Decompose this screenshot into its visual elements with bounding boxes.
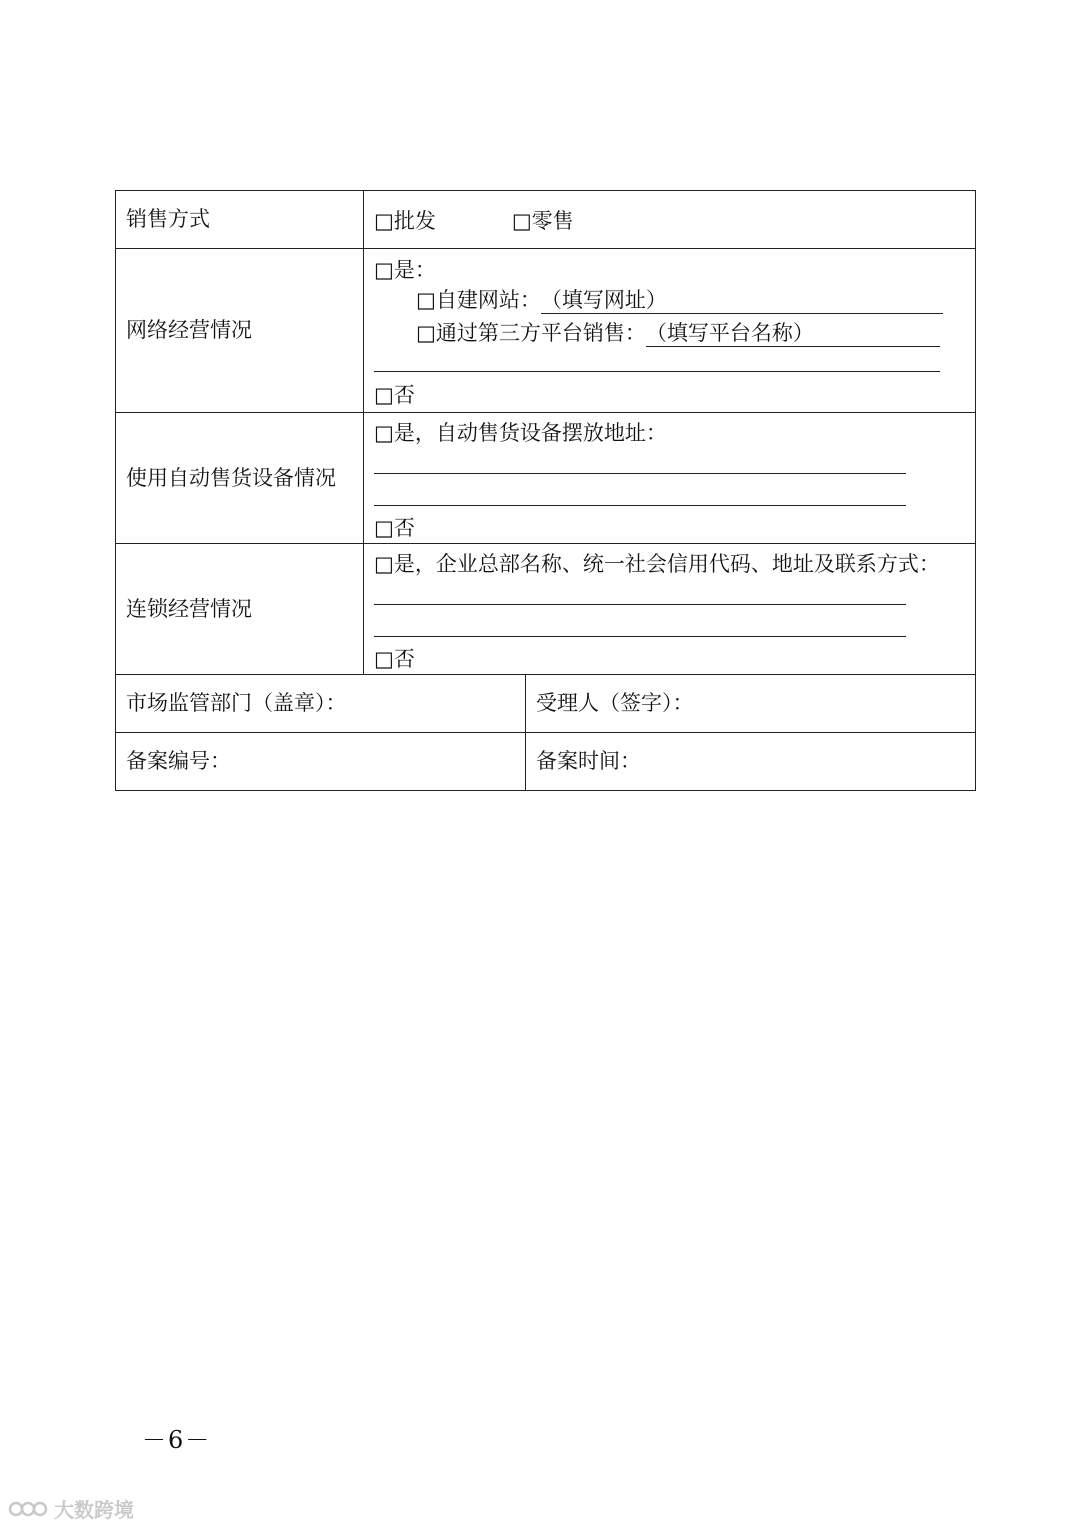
chain-business-label: 连锁经营情况	[116, 544, 364, 675]
vending-address-line-2[interactable]	[374, 505, 906, 506]
row-chain-business	[116, 544, 976, 675]
record-number-field[interactable]: 备案编号：	[116, 733, 526, 791]
sales-method-options	[364, 191, 976, 249]
acceptor-signature-field[interactable]: 受理人（签字）：	[526, 675, 976, 733]
online-yes-checkbox[interactable]: □是：	[374, 258, 436, 282]
row-signature	[116, 675, 976, 733]
self-site-checkbox[interactable]: □自建网站：	[416, 288, 541, 312]
chain-info-line-2[interactable]	[374, 636, 906, 637]
vending-no-checkbox[interactable]: □否	[374, 516, 415, 540]
online-extra-blank-line[interactable]	[374, 371, 940, 372]
watermark-logo-icon	[8, 1497, 48, 1521]
self-site-url-hint: （填写网址）	[540, 288, 667, 312]
page-number: －6－	[142, 1426, 212, 1454]
sales-method-label: 销售方式	[116, 191, 364, 249]
chain-info-line-1[interactable]	[374, 604, 906, 605]
online-no-checkbox[interactable]: □否	[374, 383, 415, 407]
record-time-field[interactable]: 备案时间：	[526, 733, 976, 791]
chain-business-options	[364, 544, 976, 675]
chain-no-checkbox[interactable]: □否	[374, 647, 415, 671]
row-sales-method	[116, 191, 976, 249]
vending-yes-checkbox[interactable]: □是，自动售货设备摆放地址：	[374, 421, 667, 445]
wholesale-checkbox[interactable]: □批发	[374, 209, 436, 233]
watermark-text: 大数跨境	[54, 1498, 134, 1522]
vending-machine-options	[364, 413, 976, 544]
platform-name-field[interactable]	[646, 320, 940, 347]
watermark	[8, 1494, 134, 1523]
chain-yes-checkbox[interactable]: □是，企业总部名称、统一社会信用代码、地址及联系方式：	[374, 552, 940, 576]
row-record	[116, 733, 976, 791]
filing-form-table	[115, 190, 976, 791]
regulator-seal-field[interactable]: 市场监管部门（盖章）：	[116, 675, 526, 733]
vending-machine-label: 使用自动售货设备情况	[116, 413, 364, 544]
third-party-checkbox[interactable]: □通过第三方平台销售：	[416, 321, 646, 345]
platform-name-hint: （填写平台名称）	[645, 321, 814, 345]
online-business-options	[364, 249, 976, 413]
row-online-business	[116, 249, 976, 413]
self-site-url-field[interactable]	[541, 287, 943, 314]
online-business-label: 网络经营情况	[116, 249, 364, 413]
retail-checkbox[interactable]: □零售	[511, 209, 574, 233]
vending-address-line-1[interactable]	[374, 473, 906, 474]
row-vending-machine	[116, 413, 976, 544]
